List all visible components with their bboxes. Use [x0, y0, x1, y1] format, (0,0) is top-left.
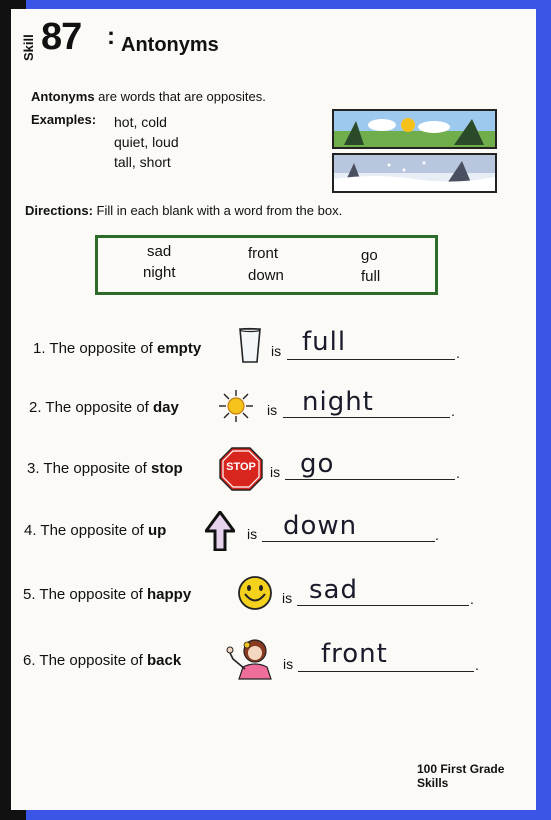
is-label: is — [282, 590, 293, 606]
up-arrow-icon — [205, 511, 235, 556]
answer-go: go — [300, 449, 335, 479]
glass-icon — [238, 327, 262, 370]
answer-full: full — [302, 327, 347, 357]
is-label: is — [270, 464, 281, 480]
period: . — [470, 591, 474, 607]
directions-label: Directions: — [25, 203, 93, 218]
question-text: The opposite of — [45, 399, 153, 416]
definition — [31, 89, 266, 104]
question-number: 6. — [23, 652, 36, 669]
skill-label: Skill — [21, 34, 36, 61]
cold-day-picture — [332, 153, 497, 193]
question-3 — [27, 460, 183, 477]
question-word: happy — [147, 586, 192, 603]
examples-list — [114, 112, 179, 172]
period: . — [456, 465, 460, 481]
answer-down: down — [283, 511, 358, 541]
word-box-item: go — [361, 247, 378, 264]
answer-sad: sad — [309, 575, 358, 605]
period: . — [475, 657, 479, 673]
question-text: The opposite of — [49, 340, 157, 357]
word-box-item: front — [248, 245, 279, 262]
page-title: Antonyms — [121, 34, 219, 56]
answer-night: night — [302, 387, 374, 417]
is-label: is — [271, 343, 282, 359]
is-label: is — [283, 656, 294, 672]
question-1 — [33, 340, 201, 357]
question-word: up — [148, 522, 167, 539]
answer-front: front — [321, 639, 388, 669]
question-number: 5. — [23, 586, 36, 603]
answer-line — [285, 479, 455, 480]
period: . — [451, 403, 455, 419]
stop-sign-text: STOP — [226, 461, 256, 473]
question-4 — [24, 522, 166, 539]
question-number: 2. — [29, 399, 42, 416]
example-item: quiet, loud — [114, 134, 179, 150]
answer-line — [283, 417, 450, 418]
definition-term: Antonyms — [31, 89, 95, 104]
question-5 — [23, 586, 191, 603]
hot-day-picture — [332, 109, 497, 149]
period: . — [435, 527, 439, 543]
question-2 — [29, 399, 179, 416]
question-word: stop — [151, 460, 183, 477]
word-box-item: night — [143, 264, 176, 281]
question-word: back — [147, 652, 182, 669]
definition-text: are words that are opposites. — [94, 89, 266, 104]
question-text: The opposite of — [39, 586, 147, 603]
answer-line — [287, 359, 455, 360]
word-box-item: full — [361, 268, 381, 285]
worksheet-page — [8, 9, 536, 810]
examples-label: Examples: — [31, 112, 97, 127]
smiley-face-icon — [237, 575, 273, 616]
question-6 — [23, 652, 181, 669]
skill-number: 87 — [41, 16, 82, 58]
example-item: hot, cold — [114, 114, 167, 130]
question-word: empty — [157, 340, 202, 357]
question-word: day — [153, 399, 179, 416]
word-box — [95, 235, 438, 295]
stop-sign-icon — [219, 447, 263, 496]
answer-line — [262, 541, 435, 542]
skill-colon: : — [107, 23, 115, 50]
is-label: is — [247, 526, 258, 542]
question-number: 1. — [33, 340, 46, 357]
answer-line — [298, 671, 474, 672]
word-box-item: down — [248, 267, 284, 284]
sun-icon — [216, 389, 256, 428]
question-text: The opposite of — [40, 522, 148, 539]
period: . — [456, 345, 460, 361]
question-number: 3. — [27, 460, 40, 477]
question-text: The opposite of — [43, 460, 151, 477]
girl-icon — [225, 637, 279, 686]
word-box-item: sad — [147, 243, 172, 260]
directions — [25, 203, 342, 218]
question-text: The opposite of — [39, 652, 147, 669]
example-item: tall, short — [114, 154, 171, 170]
footer-book-title: 100 First Grade Skills — [417, 762, 505, 790]
question-number: 4. — [24, 522, 37, 539]
answer-line — [297, 605, 469, 606]
directions-text: Fill in each blank with a word from the box. — [92, 203, 343, 218]
is-label: is — [267, 402, 278, 418]
